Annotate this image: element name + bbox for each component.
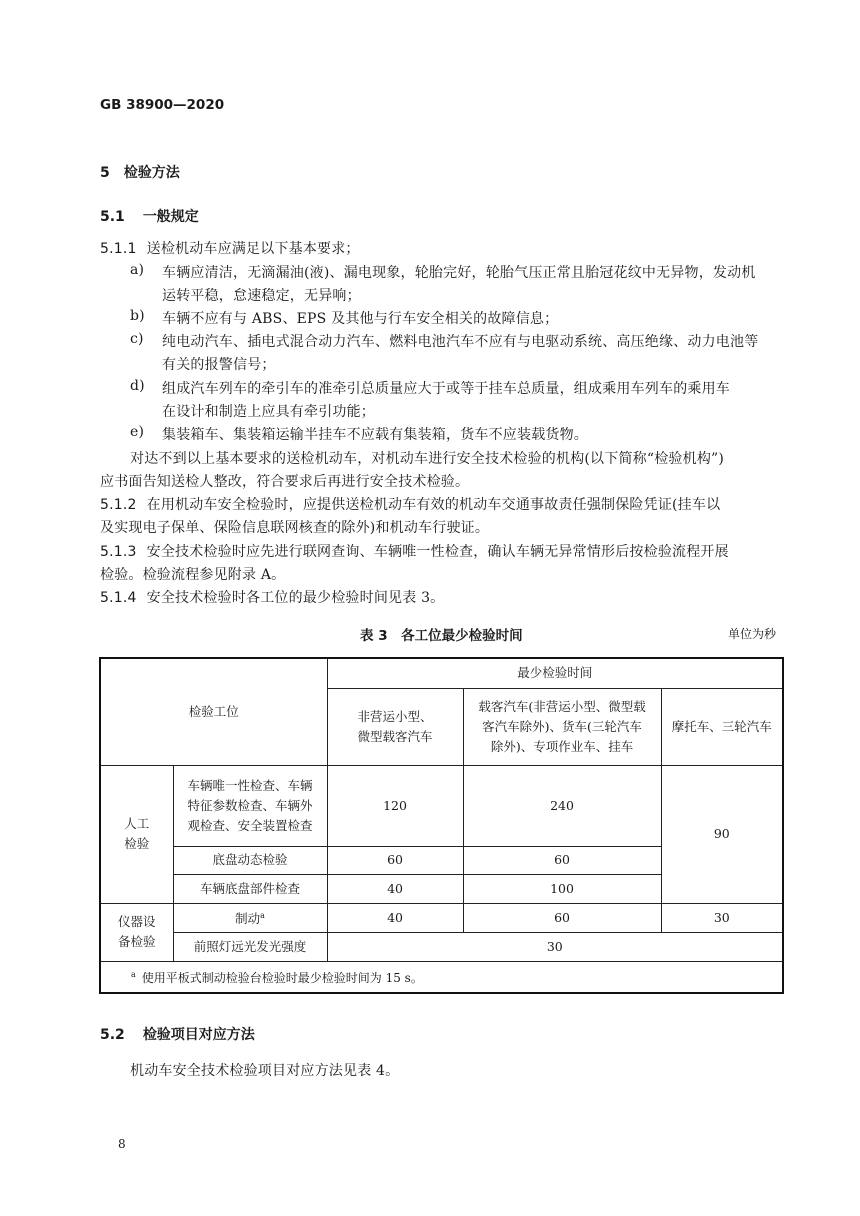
cell-value: 100 [463,874,661,903]
clause-5-1-2 [100,494,720,514]
page-number: 8 [118,1137,126,1151]
group-manual-inspection [100,765,173,903]
clause-text: 及实现电子保单、保险信息联网核查的除外)和机动车行驶证。 [100,520,490,536]
section-number: 5.2 [100,1027,125,1043]
header-min-time: 最少检验时间 [327,658,783,688]
row-label-vehicle-checks [173,765,327,846]
standard-code-header: GB 38900—2020 [100,97,225,113]
group-instrument-inspection [100,903,173,961]
section-number: 5.1 [100,209,125,225]
clause-number: 5.1.4 [100,590,137,606]
list-item-text: 有关的报警信号； [162,357,276,373]
section-5-2-heading [100,1024,255,1044]
row-label-chassis-dynamic: 底盘动态检验 [173,846,327,874]
list-item-label: a) [130,262,145,278]
header-line: 载客汽车(非营运小型、微型载 [478,698,646,714]
row-label-braking [173,903,327,932]
header-col-passenger-truck [463,688,661,765]
list-item-text: 在设计和制造上应具有牵引功能； [162,404,375,420]
cell-value-headlamp-all: 30 [327,932,783,961]
clause-5-1-1 [100,238,360,258]
clause-text: 安全技术检验时各工位的最少检验时间见表 3。 [146,590,445,606]
table-unit: 单位为秒 [728,627,777,641]
list-item-label: b) [130,308,145,324]
row-label-line: 观检查、安全装置检查 [187,817,313,833]
section-title: 检验项目对应方法 [142,1027,255,1043]
footnote-text: 使用平板式制动检验台检验时最少检验时间为 15 s。 [141,971,423,986]
cell-value: 30 [661,903,783,932]
header-line: 非营运小型、 [357,708,433,724]
header-station: 检验工位 [100,658,327,765]
section-number: 5 [100,165,110,181]
paragraph-line: 机动车安全技术检验项目对应方法见表 4。 [130,1063,400,1079]
group-line: 人工 [124,816,150,831]
clause-5-1-3 [100,541,729,561]
row-label-line: 特征参数检查、车辆外 [187,797,313,813]
group-line: 检验 [124,836,150,851]
list-item-label: c) [130,331,144,347]
list-item-label: d) [130,378,145,394]
list-item-text: 纯电动汽车、插电式混合动力汽车、燃料电池汽车不应有与电驱动系统、高压绝缘、动力电池等 [162,334,759,350]
clause-5-1-4 [100,587,444,607]
clause-number: 5.1.2 [100,497,137,513]
row-label-headlamp: 前照灯远光发光强度 [173,932,327,961]
cell-value: 240 [463,765,661,846]
paragraph-line: 对达不到以上基本要求的送检机动车，对机动车进行安全技术检验的机构(以下简称“检验机构”) [130,451,725,467]
list-item-text: 组成汽车列车的牵引车的准牵引总质量应大于或等于挂车总质量，组成乘用车列车的乘用车 [162,381,730,397]
clause-number: 5.1.1 [100,241,137,257]
cell-value: 40 [327,903,463,932]
section-5-1-heading [100,206,199,226]
footnote-marker: a [260,910,265,920]
cell-value: 60 [463,846,661,874]
group-line: 仪器设 [117,914,156,929]
clause-text: 在用机动车安全检验时，应提供送检机动车有效的机动车交通事故责任强制保险凭证(挂车以 [146,497,721,513]
row-label-text: 制动 [235,911,261,927]
clause-number: 5.1.3 [100,544,137,560]
cell-value: 60 [327,846,463,874]
section-title: 一般规定 [142,209,199,225]
footnote-marker: a [131,970,136,980]
list-item-text: 车辆不应有与 ABS、EPS 及其他与行车安全相关的故障信息； [162,311,559,327]
header-col-small-passenger [327,688,463,765]
paragraph-line: 应书面告知送检人整改，符合要求后再进行安全技术检验。 [100,474,470,490]
group-line: 备检验 [117,934,156,949]
header-line: 除外)、专项作业车、挂车 [490,738,634,754]
clause-intro: 送检机动车应满足以下基本要求； [146,241,360,257]
header-col-motorcycle: 摩托车、三轮汽车 [661,688,783,765]
list-item-text: 运转平稳，怠速稳定，无异响； [162,288,361,304]
table-title: 表 3 各工位最少检验时间 [360,628,523,644]
header-line: 微型载客汽车 [357,728,433,744]
section-title: 检验方法 [123,165,180,181]
cell-value: 40 [327,874,463,903]
section-5-heading [100,162,180,182]
list-item-text: 集装箱车、集装箱运输半挂车不应载有集装箱，货车不应装载货物。 [162,427,588,443]
cell-value: 120 [327,765,463,846]
row-label-chassis-parts: 车辆底盘部件检查 [173,874,327,903]
row-label-line: 车辆唯一性检查、车辆 [187,777,313,793]
list-item-label: e) [130,424,145,440]
cell-value-motorcycle-manual: 90 [661,765,783,903]
list-item-text: 车辆应清洁，无滴漏油(液)、漏电现象，轮胎完好，轮胎气压正常且胎冠花纹中无异物，发动机 [162,265,756,281]
min-inspection-time-table [99,657,784,994]
clause-text: 检验。检验流程参见附录 A。 [100,567,286,583]
cell-value: 60 [463,903,661,932]
header-line: 客汽车除外)、货车(三轮汽车 [482,718,642,734]
clause-text: 安全技术检验时应先进行联网查询、车辆唯一性检查，确认车辆无异常情形后按检验流程开展 [146,544,729,560]
table-footnote [100,961,783,993]
